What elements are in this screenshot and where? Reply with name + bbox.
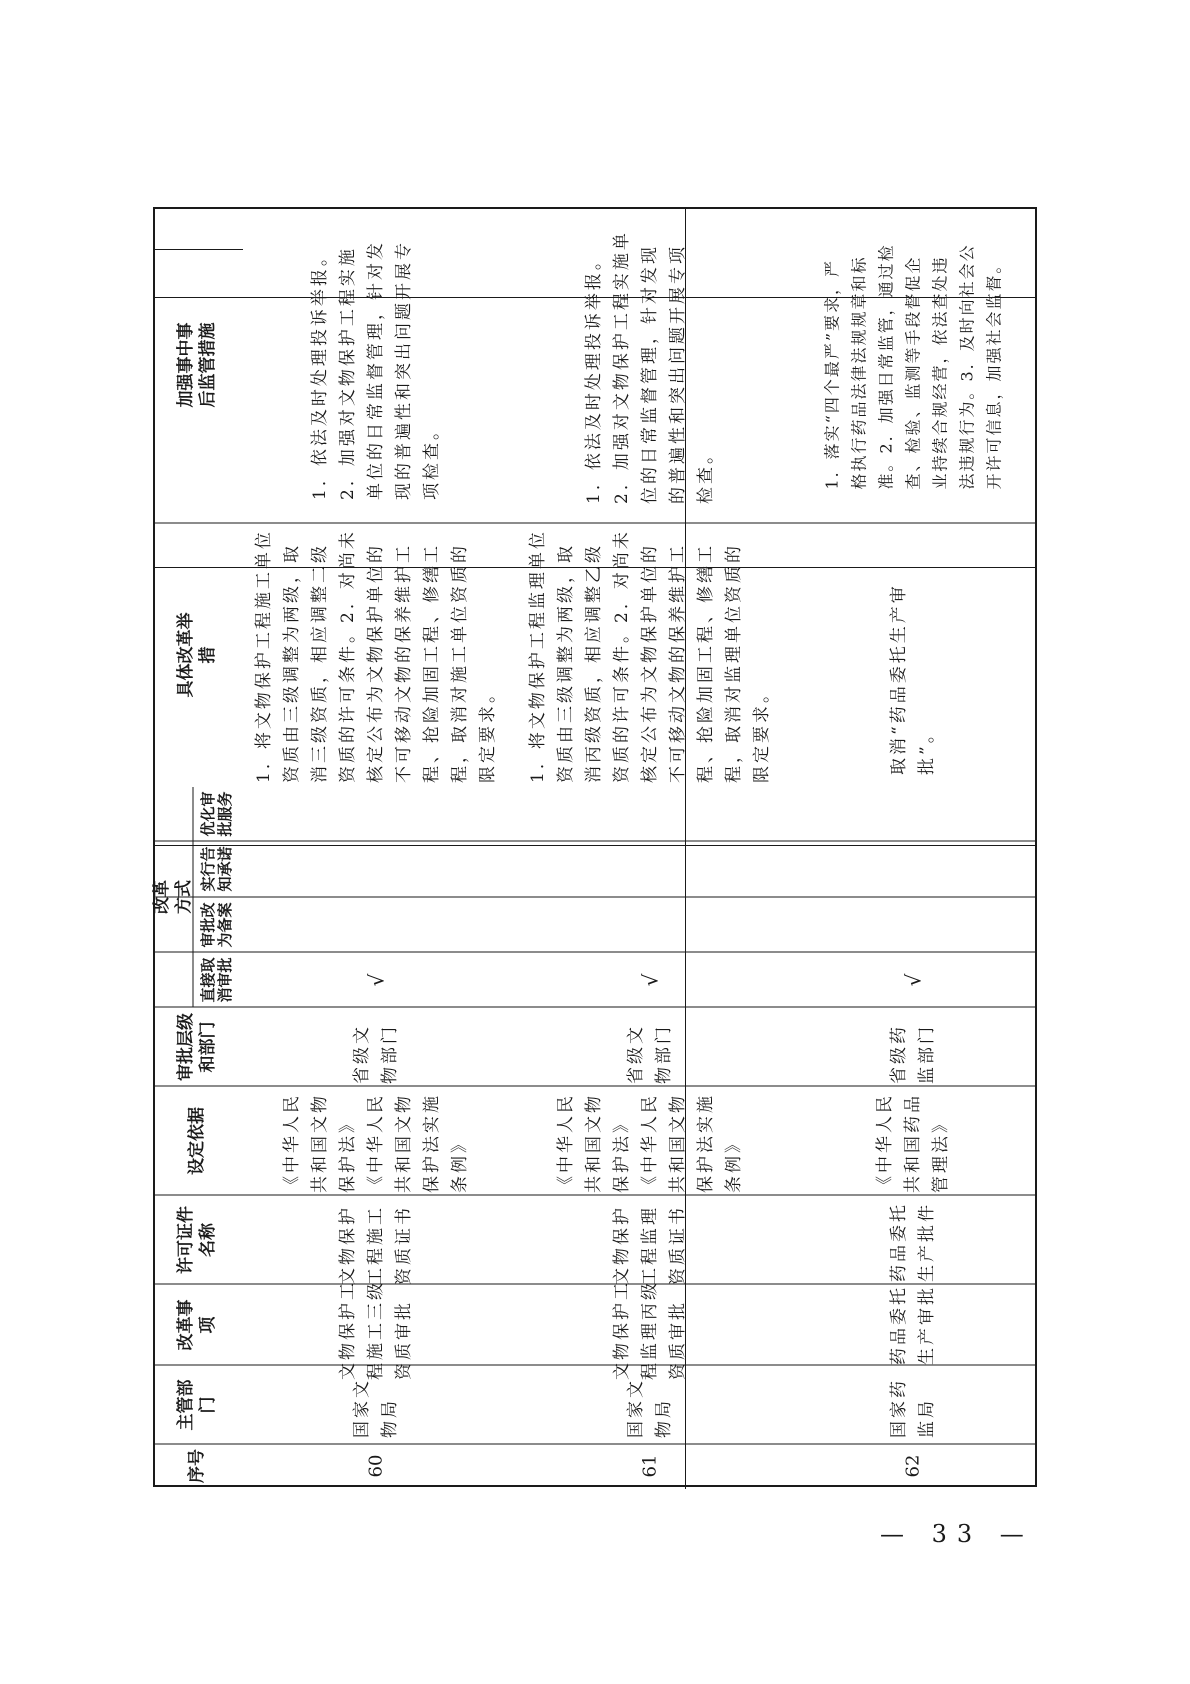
row-seq: 62 — [902, 1454, 923, 1477]
header-mode-notify: 实行告知承诺 — [199, 846, 234, 892]
row-dept: 国家文物局 — [626, 1377, 674, 1438]
row-dept: 国家药监局 — [889, 1377, 937, 1438]
row-mark-cancel: √ — [638, 973, 662, 986]
row-mark-cancel: √ — [901, 973, 925, 986]
row-supervision: 1．依法及时处理投诉举报。2．加强对文物保护工程实施单位的日常监督管理，针对发现的普遍性和突出问题开展专项检查。 — [310, 240, 442, 500]
header-mode-group: 改革方式 — [152, 880, 194, 914]
row-supervision: 1．落实“四个最严”要求，严格执行药品法律法规规章和标准。2．加强日常监管，通过检查、检验、监测等手段督促企业持续合规经营，依法查处违法违规行为。3．及时向社会公开许可信息，加强社会监督。 — [822, 242, 1004, 489]
row-measures: 1．将文物保护工程监理单位资质由三级调整为两级，取消丙级资质，相应调整乙级资质的许可条件。2．对尚未核定公布为文物保护单位的不可移动文物的保养维护工程、抢险加固工程、修缮工程，取消对监理单位资质的限定要求。 — [528, 529, 772, 783]
header-item: 改革事项 — [176, 1299, 218, 1350]
header-basis: 设定依据 — [187, 1106, 207, 1175]
row-seq: 61 — [639, 1454, 660, 1477]
row-level: 省级文物部门 — [352, 1023, 400, 1084]
row-measures: 1．将文物保护工程施工单位资质由三级调整为两级，取消三级资质，相应调整二级资质的许可条件。2．对尚未核定公布为文物保护单位的不可移动文物的保养维护工程、抢险加固工程、修缮工程，取消对施工单位资质的限定要求。 — [254, 529, 498, 783]
page-number: — 33 — — [880, 1520, 1034, 1548]
header-measures: 具体改革举措 — [176, 612, 218, 698]
table-rows — [153, 207, 1037, 1487]
row-measures: 取消“药品委托生产审批”。 — [889, 583, 937, 775]
row-dept: 国家文物局 — [352, 1377, 400, 1438]
row-mark-cancel: √ — [364, 973, 388, 986]
header-seq: 序号 — [187, 1448, 207, 1483]
row-level: 省级药监部门 — [889, 1023, 937, 1084]
row-cert: 文物保护工程施工资质证书 — [338, 1204, 414, 1285]
row-item: 文物保护工程监理丙级资质审批 — [612, 1279, 688, 1380]
row-supervision: 1．依法及时处理投诉举报。2．加强对文物保护工程实施单位的日常监督管理，针对发现的普遍性和突出问题开展专项检查。 — [584, 230, 716, 504]
row-seq: 60 — [365, 1454, 386, 1477]
header-cert: 许可证件名称 — [176, 1205, 218, 1274]
header-dept: 主管部门 — [176, 1379, 218, 1430]
row-item: 文物保护工程施工三级资质审批 — [338, 1279, 414, 1380]
row-item: 药品委托生产审批 — [889, 1284, 937, 1365]
header-level: 审批层级和部门 — [176, 1012, 218, 1081]
row-basis: 《中华人民共和国药品管理法》 — [875, 1092, 951, 1193]
header-mode-filing: 审批改为备案 — [199, 902, 234, 948]
row-cert: 药品委托生产批件 — [889, 1201, 937, 1282]
header-mode-optimize: 优化审批服务 — [199, 791, 234, 837]
row-level: 省级文物部门 — [626, 1023, 674, 1084]
header-mode-cancel: 直接取消审批 — [199, 957, 234, 1003]
row-basis: 《中华人民共和国文物保护法》《中华人民共和国文物保护法实施条例》 — [556, 1092, 744, 1193]
header-supervision: 加强事中事后监管措施 — [176, 322, 218, 408]
row-basis: 《中华人民共和国文物保护法》《中华人民共和国文物保护法实施条例》 — [282, 1092, 470, 1193]
row-cert: 文物保护工程监理资质证书 — [612, 1204, 688, 1285]
